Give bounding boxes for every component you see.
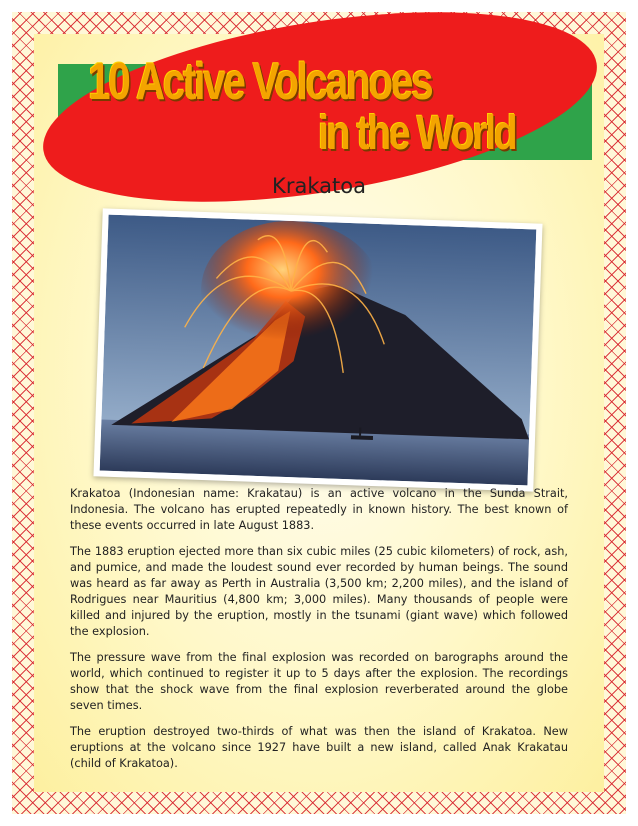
page-title-secondary: in the World (318, 107, 516, 160)
volcano-eruption-image (100, 215, 537, 486)
section-heading: Krakatoa (272, 174, 366, 198)
paragraph: The pressure wave from the final explosion was recorded on barographs around the world, which continued to register it up to 5 days after the explosion. The recordings show that the shock wave from the final explosion reverberated around the globe seven times. (70, 651, 568, 712)
volcano-photo (93, 208, 542, 491)
paragraph: Krakatoa (Indonesian name: Krakatau) is an active volcano in the Sunda Strait, Indonesia. The volcano has erupted repeatedly in known history. The best known of these events occurred in late August 1883. (70, 487, 568, 532)
paragraph: The 1883 eruption ejected more than six cubic miles (25 cubic kilometers) of rock, ash, and pumice, and made the loudest sound ever recorded by human beings. The sound was heard as far away as Perth in Australia (3,500 km; 2,200 miles), and the island of Rodrigues near Mauritius (4,800 km; 3,000 miles). Many thousands of people were killed and injured by the eruption, mostly in the tsunami (giant wave) which followed the explosion. (70, 545, 568, 638)
page-title: 10 Active Volcanoes (88, 53, 432, 111)
article-body (70, 486, 568, 782)
paragraph: The eruption destroyed two-thirds of what was then the island of Krakatoa. New eruptions at the volcano since 1927 have built a new island, called Anak Krakatau (child of Krakatoa). (70, 725, 568, 770)
